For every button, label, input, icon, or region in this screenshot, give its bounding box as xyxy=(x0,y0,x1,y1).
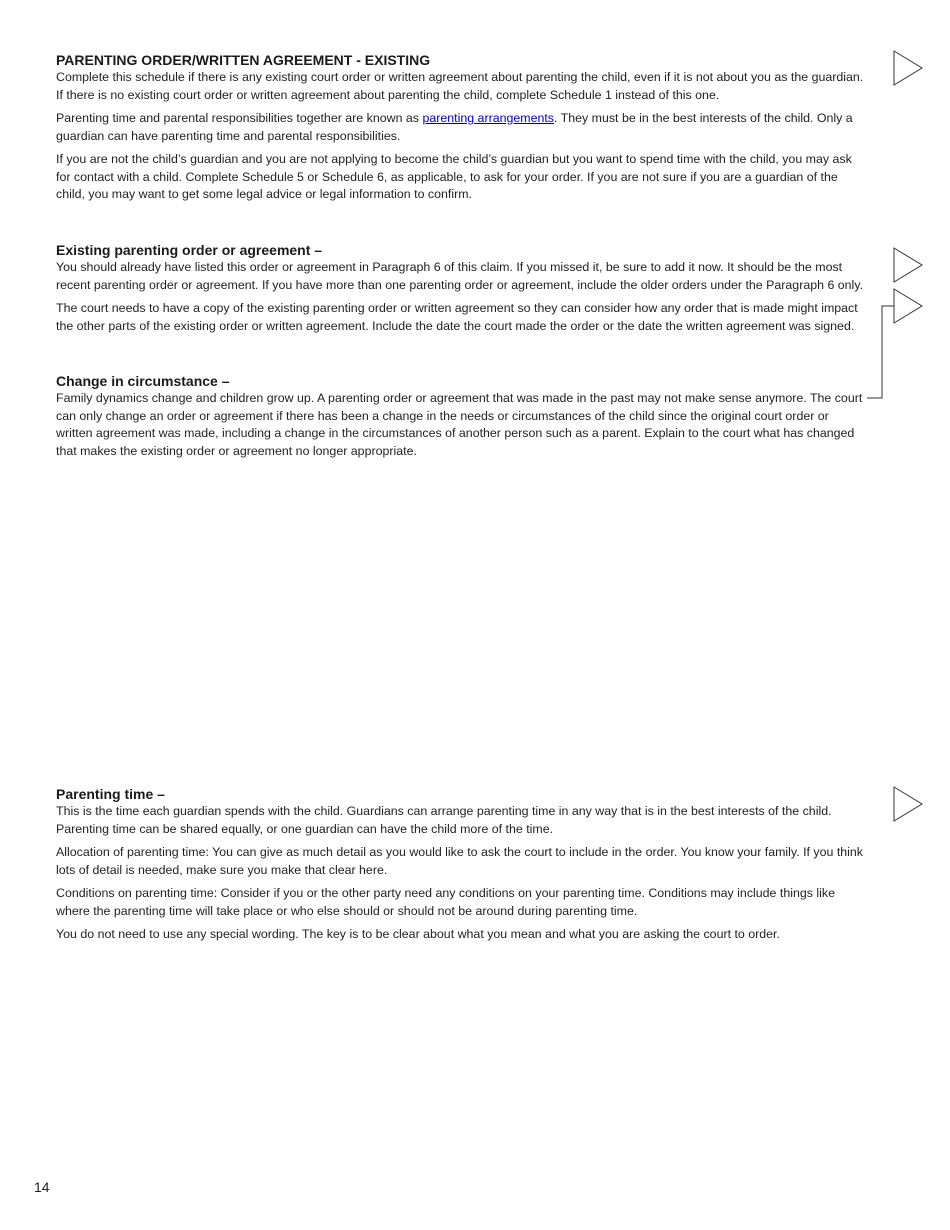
paragraph: This is the time each guardian spends with the child. Guardians can arrange parenting time in any way that is in the best interests of the child. Parenting time can be shared equally, or one guardian can have the child more of the time. xyxy=(56,804,832,836)
paragraph: Allocation of parenting time: You can give as much detail as you would like to ask the court to include in the order. You know your family. If you think lots of detail is needed, make sure you make that clear here. xyxy=(56,845,864,877)
connector-bracket xyxy=(864,300,896,404)
parenting-arrangements-link[interactable]: parenting arrangements xyxy=(422,111,554,125)
paragraph: If you are not the child’s guardian and you are not applying to become the child’s guardian but you want to spend time with the child, you may ask for contact with a child. Complete Schedule 5 or Schedule 6, as applicable, to ask for your order. If you are not sure if you are a guardian of the child, you may want to get some legal advice or legal information to confirm. xyxy=(56,152,852,201)
next-field-arrow-icon[interactable] xyxy=(893,288,923,324)
paragraph: Family dynamics change and children grow up. A parenting order or agreement that was made in the past may not make sense anymore. The court can only change an order or agreement if there has been a change in the needs or circumstances of the child since the original court order or written agreement was made, including a change in the circumstances of another person such as a parent. Explain to the court what has changed that makes the existing order or agreement no longer appropriate. xyxy=(56,391,863,458)
paragraph: Conditions on parenting time: Consider if you or the other party need any conditions on your parenting time. Conditions may include things like where the parenting time will take place or who else should or should not be around during parenting time. xyxy=(56,886,835,918)
page-number: 14 xyxy=(34,1179,50,1195)
paragraph-text: Parenting time and parental responsibilities together are known as xyxy=(56,111,423,125)
next-field-arrow-icon[interactable] xyxy=(893,50,923,86)
section-existing-order xyxy=(56,242,864,341)
section-heading: Existing parenting order or agreement – xyxy=(56,242,323,258)
section-change-in-circumstance xyxy=(56,373,864,466)
section-existing xyxy=(56,52,864,210)
paragraph-text: . They must be in the best interests of the child. Only a guardian can have parenting time and parental responsibilities. xyxy=(56,111,853,143)
next-field-arrow-icon[interactable] xyxy=(893,247,923,283)
section-heading: Parenting time – xyxy=(56,786,165,802)
next-field-arrow-icon[interactable] xyxy=(893,786,923,822)
paragraph: Complete this schedule if there is any existing court order or written agreement about parenting the child, even if it is not about you as the guardian. If there is no existing court order or written agreement about parenting the child, complete Schedule 1 instead of this one. xyxy=(56,70,864,102)
paragraph: You should already have listed this order or agreement in Paragraph 6 of this claim. If you missed it, be sure to add it now. It should be the most recent parenting order or agreement. If you have more than one parenting order or agreement, include the older orders under the Paragraph 6 only. xyxy=(56,260,864,292)
paragraph xyxy=(56,110,864,145)
paragraph: The court needs to have a copy of the existing parenting order or written agreement so they can consider how any order that is made might impact the other parts of the existing order or written agreement. Include the date the court made the order or the date the written agreement was signed. xyxy=(56,301,858,333)
section-heading: PARENTING ORDER/WRITTEN AGREEMENT - EXISTING xyxy=(56,52,431,68)
section-heading: Change in circumstance – xyxy=(56,373,230,389)
section-parenting-time xyxy=(56,786,864,950)
paragraph: You do not need to use any special wording. The key is to be clear about what you mean and what you are asking the court to order. xyxy=(56,927,780,941)
